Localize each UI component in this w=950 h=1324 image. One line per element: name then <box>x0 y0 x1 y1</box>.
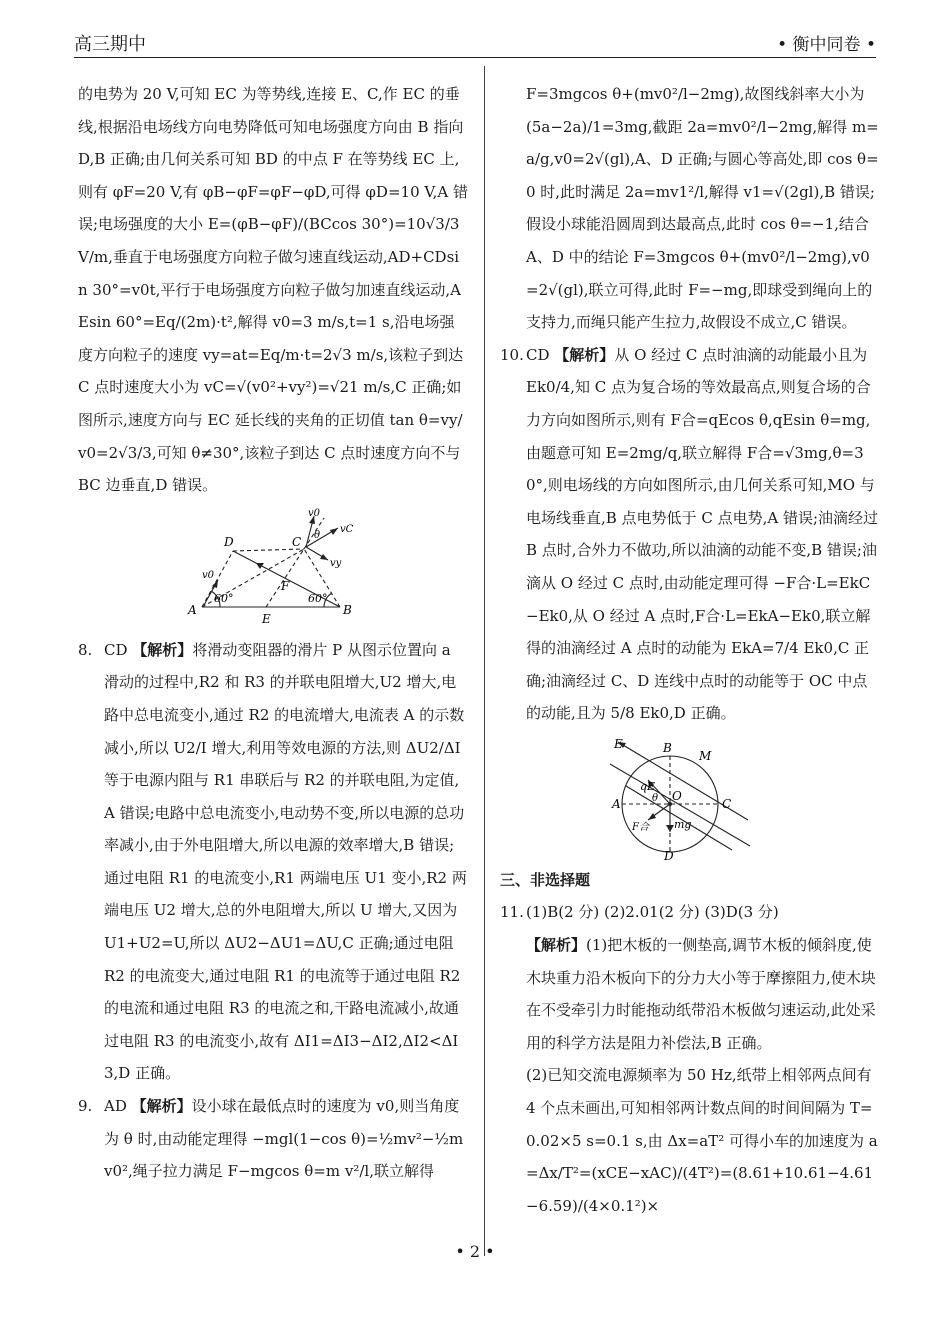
question-9: 9. AD 【解析】设小球在最低点时的速度为 v0,则当角度为 θ 时,由动能定理得 −mgl(1−cos θ)=½mv²−½mv0²,绳子拉力满足 F−mgcos θ=m v²/l,联立解得 <box>78 1097 464 1181</box>
question-8: 8. CD 【解析】将滑动变阻器的滑片 P 从图示位置向 a 滑动的过程中,R2 和 R3 的并联电阻增大,U2 增大,电路中总电流变小,通过 R2 的电流增大,电流表 A 的示数减小,所以 U2/I 增大,利用等效电源的方法,则 ΔU2/ΔI 等于电源内阻与 R1 串联后与 R2 的并联电阻,为定值,A 错误;电路中总电流变小,电动势不变,所以电源的总功率减小,由于外电阻增大,所以电源的效率增大,B 错误;通过电阻 R1 的电流变小,R1 两端电压 U1 变小,R2 两端电压 U2 增大,总的外电阻增大,所以 U 增大,又因为 U1+U2=U,所以 ΔU2−ΔU1=ΔU,C 正确;通过电阻 R2 的电流变大,通过电阻 R1 的电流等于通过电阻 R2 的电流和通过电阻 R3 的电流之和,干路电流减小,故通过电阻 R3 的电流变小,故有 ΔI1=ΔI3−ΔI2,ΔI2<ΔI3,D 正确。 <box>78 640 467 1083</box>
label-c: C <box>722 796 732 811</box>
label-d: D <box>224 534 234 549</box>
label-v0-c: v0 <box>308 507 321 519</box>
label-theta: θ <box>652 792 659 804</box>
right-column <box>500 78 882 1222</box>
label-e: E <box>614 736 623 751</box>
continued-solution-9: F=3mgcos θ+(mv0²/l−2mg),故图线斜率大小为 (5a−2a)/1=3mg,截距 2a=mv0²/l−2mg,解得 m=a/g,v0=2√(gl),A、D 正确;与圆心等高处,即 cos θ=0 时,此时满足 2a=mv1²/l,解得 v1=√(2gl),B 错误;假设小球能沿圆周到达最高点,此时 cos θ=−1,结合 A、D 中的结论 F=3mgcos θ+(mv0²/l−2mg),v0=2√(gl),联立可得,此时 F=−mg,即球受到绳向上的支持力,而绳只能产生拉力,故假设不成立,C 错误。 <box>526 85 879 332</box>
question-11-answers: 11. (1)B(2 分) (2)2.01(2 分) (3)D(3 分) <box>500 903 779 922</box>
label-theta: θ <box>314 529 321 541</box>
label-f: F <box>281 578 290 593</box>
label-d: D <box>664 848 674 860</box>
question-10: 10. CD 【解析】从 O 经过 C 点时油滴的动能最小且为 Ek0/4,知 C 点为复合场的等效最高点,则复合场的合力方向如图所示,则有 F合=qEcos θ,qEsin θ=mg,由题意可知 E=2mg/q,联立解得 F合=√3mg,θ=30°,则电场线的方向如图所示,由几何关系可知,MO 与电场线垂直,B 点电势低于 C 点电势,A 错误;油滴经过 B 点时,合外力不做功,所以油滴的动能不变,B 错误;油滴从 O 经过 C 点时,由动能定理可得 −F合·L=EkC−Ek0,从 O 经过 A 点时,F合·L=EkA−Ek0,联立解得的油滴经过 A 点时的动能为 EkA=7/4 Ek0,C 正确;油滴经过 C、D 连线中点时的动能等于 OC 中点的动能,且为 5/8 Ek0,D 正确。 <box>500 345 878 723</box>
label-c: C <box>292 534 302 549</box>
label-vy: vy <box>330 557 342 569</box>
label-qe: qE <box>640 779 656 793</box>
figure-circle-field <box>500 734 882 860</box>
page-number: • 2 • <box>455 1242 495 1261</box>
question-11-solution-1: 【解析】(1)把木板的一侧垫高,调节木板的倾斜度,使木块重力沿木板向下的分力大小等于摩擦阻力,使木块在不受牵引力时能拖动纸带沿木板做匀速运动,此处采用的科学方法是阻力补偿法,B 正确。 <box>526 936 876 1052</box>
figure-triangle-field <box>78 506 468 630</box>
continued-solution-7: 的电势为 20 V,可知 EC 为等势线,连接 E、C,作 EC 的垂线,根据沿电场线方向电势降低可知电场强度方向由 B 指向 D,B 正确;由几何关系可知 BD 的中点 F 在等势线 EC 上,则有 φF=20 V,有 φB−φF=φF−φD,可得 φD=10 V,A 错误;电场强度的大小 E=(φB−φF)/(BCcos 30°)=10√3/3 V/m,垂直于电场强度方向粒子做匀速直线运动,AD+CDsin 30°=v0t,平行于电场强度方向粒子做匀加速直线运动,AEsin 60°=Eq/(2m)·t²,解得 v0=3 m/s,t=1 s,沿电场强度方向粒子的速度 vy=at=Eq/m·t=2√3 m/s,该粒子到达 C 点时速度大小为 vC=√(v0²+vy²)=√21 m/s,C 正确;如图所示,速度方向与 EC 延长线的夹角的正切值 tan θ=vy/v0=2√3/3,可知 θ≠30°,该粒子到达 C 点时速度方向不与 BC 边垂直,D 错误。 <box>78 85 468 495</box>
label-a: A <box>188 602 197 617</box>
left-column <box>78 78 468 1188</box>
header-rule <box>74 57 876 58</box>
header-right: • 衡中同卷 • <box>777 35 876 55</box>
label-b: B <box>343 602 352 617</box>
label-b: B <box>663 740 672 755</box>
label-angle-b: 60° <box>308 591 328 605</box>
section-heading-nonchoice: 三、非选择题 <box>500 870 591 889</box>
header-left: 高三期中 <box>74 34 146 55</box>
label-v0-a: v0 <box>202 569 215 581</box>
question-11-solution-2: (2)已知交流电源频率为 50 Hz,纸带上相邻两点间有 4 个点未画出,可知相邻两计数点间的时间间隔为 T=0.02×5 s=0.1 s,由 Δx=aT² 可得小车的加速度为 a=Δx/T²=(xCE−xAC)/(4T²)=(8.61+10.61−4.61−6.59)/(4×0.1²)× <box>526 1066 878 1215</box>
label-f-he: F合 <box>632 821 649 833</box>
label-e: E <box>262 611 271 626</box>
label-vc: vC <box>340 523 354 535</box>
label-a: A <box>612 796 621 811</box>
line-dc <box>233 549 304 551</box>
label-angle-a: 60° <box>214 591 234 605</box>
label-mg: mg <box>674 817 692 831</box>
label-m: M <box>699 748 712 763</box>
label-o: O <box>672 788 682 803</box>
column-divider <box>484 66 485 1256</box>
